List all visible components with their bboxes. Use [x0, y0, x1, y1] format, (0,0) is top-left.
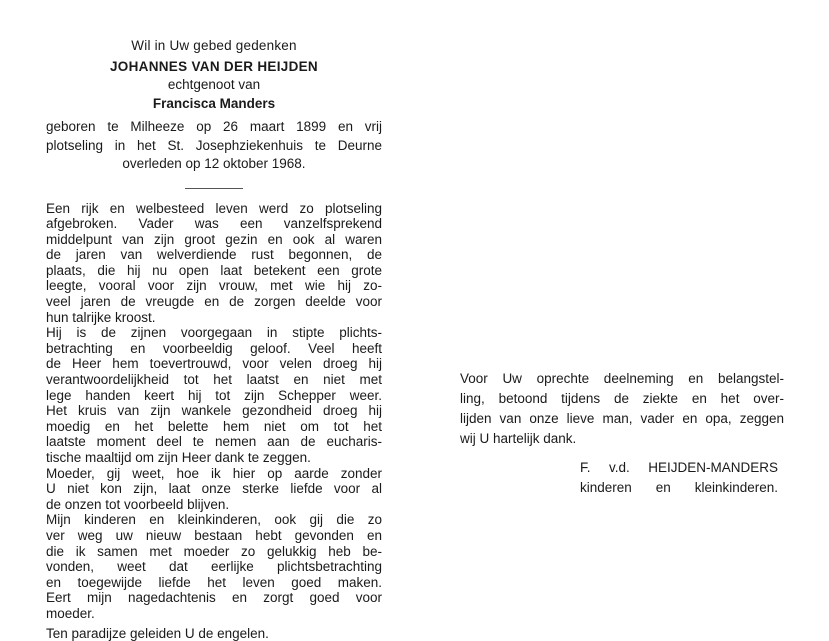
signature-family: kinderen en kleinkinderen. — [580, 478, 778, 498]
tribute-line: afgebroken. Vader was een vanzelfsprekend — [46, 216, 382, 232]
tribute-line: vonden, weet dat eerlijke plichtsbetrachting — [46, 559, 382, 575]
tribute-text — [46, 201, 382, 641]
tribute-line: die ik samen met moeder zo gelukkig heb be- — [46, 544, 382, 560]
right-panel — [460, 369, 784, 498]
tribute-line: Eert mijn nagedachtenis en zorgt goed voor — [46, 590, 382, 606]
tribute-line: middelpunt van zijn groot gezin en ook al waren — [46, 232, 382, 248]
thanks-line: Voor Uw oprechte deelneming en belangstel- — [460, 369, 784, 389]
tribute-line: tische maaltijd om zijn Heer dank te zeggen. — [46, 450, 382, 466]
tribute-line: plaats, die hij nu open laat betekent een grote — [46, 263, 382, 279]
thanks-line: ling, betoond tijdens de ziekte en het over- — [460, 389, 784, 409]
birth-death-line: geboren te Milheeze op 26 maart 1899 en vrij — [46, 118, 382, 137]
tribute-line: Hij is de zijnen voorgegaan in stipte plichts- — [46, 325, 382, 341]
tribute-line: lege handen keert hij tot zijn Schepper weer. — [46, 388, 382, 404]
tribute-line: Moeder, gij weet, hoe ik hier op aarde zonder — [46, 466, 382, 482]
divider-line — [185, 188, 243, 189]
thanks-line: wij U hartelijk dank. — [460, 429, 784, 449]
spouse-name: Francisca Manders — [46, 94, 382, 113]
thanks-line: lijden van onze lieve man, vader en opa, zeggen — [460, 409, 784, 429]
tribute-line: Mijn kinderen en kleinkinderen, ook gij die zo — [46, 512, 382, 528]
tribute-line: hun talrijke kroost. — [46, 310, 382, 326]
birth-death-text — [46, 118, 382, 174]
tribute-line: en toegewijde liefde het leven goed maken. — [46, 575, 382, 591]
deceased-name: JOHANNES VAN DER HEIJDEN — [46, 57, 382, 76]
tribute-line: de jaren van welverdiende rust begonnen, de — [46, 247, 382, 263]
tribute-line: laatste moment deel te nemen aan de eucharis- — [46, 434, 382, 450]
tribute-line: leegte, vooral voor zijn vrouw, met wie hij zo- — [46, 278, 382, 294]
signature-block — [580, 458, 778, 498]
closing-line: Ten paradijze geleiden U de engelen. — [46, 626, 382, 641]
birth-death-line: plotseling in het St. Josephziekenhuis te Deurne — [46, 137, 382, 156]
thanks-text — [460, 369, 784, 449]
tribute-line: Het kruis van zijn wankele gezondheid droeg hij — [46, 403, 382, 419]
intro-line: Wil in Uw gebed gedenken — [46, 36, 382, 55]
birth-death-line: overleden op 12 oktober 1968. — [46, 155, 382, 174]
tribute-line: Een rijk en welbesteed leven werd zo plotseling — [46, 201, 382, 217]
tribute-line: veel jaren de vreugde en de zorgen deelde voor — [46, 294, 382, 310]
tribute-line: verantwoordelijkheid tot het laatst en niet met — [46, 372, 382, 388]
left-panel — [46, 36, 382, 641]
tribute-line: moedig en het belette hem niet om tot het — [46, 419, 382, 435]
tribute-line: ver weg uw nieuw bestaan hebt gevonden en — [46, 528, 382, 544]
tribute-line: betrachting en voorbeeldig geloof. Veel heeft — [46, 341, 382, 357]
tribute-line: de onzen tot voorbeeld blijven. — [46, 497, 382, 513]
tribute-line: U niet kon zijn, laat onze sterke liefde voor al — [46, 481, 382, 497]
tribute-line: moeder. — [46, 606, 382, 622]
signature-name: F. v.d. HEIJDEN-MANDERS — [580, 458, 778, 478]
tribute-line: de Heer hem toevertrouwd, voor velen droeg hij — [46, 356, 382, 372]
spouse-label: echtgenoot van — [46, 76, 382, 94]
